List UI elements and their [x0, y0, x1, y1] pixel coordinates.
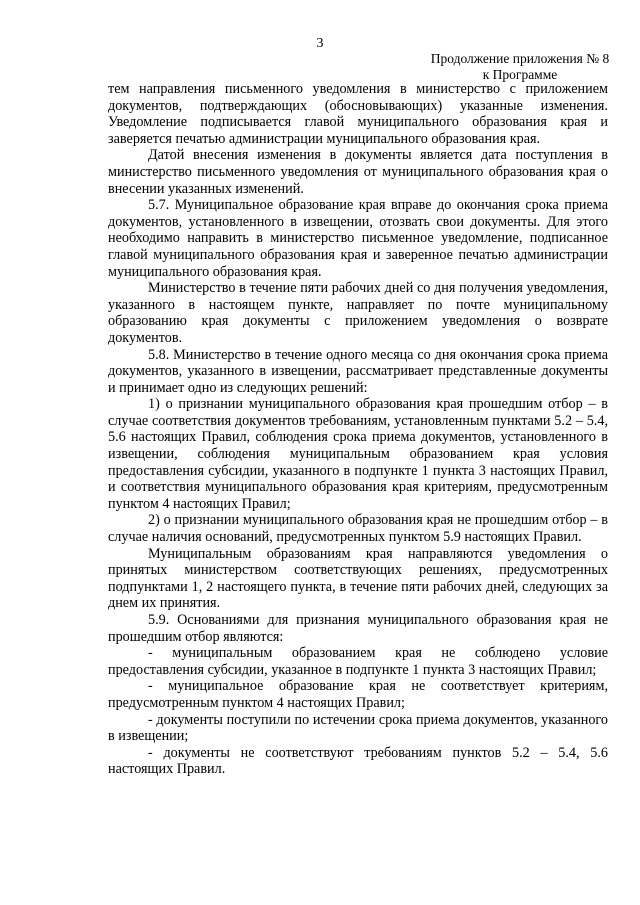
- paragraph-5-9-item-4: - документы не соответствуют требованиям пунктов 5.2 – 5.4, 5.6 настоящих Правил.: [108, 744, 608, 778]
- paragraph-5-9-item-2: - муниципальное образование края не соответствует критериям, предусмотренным пунктом 4 настоящих Правил;: [108, 678, 608, 711]
- appendix-title: Продолжение приложения № 8: [430, 51, 610, 66]
- paragraph-5-8-item-2: 2) о признании муниципального образования края не прошедшим отбор – в случае наличия оснований, предусмотренных пунктом 5.9 настоящих Правил.: [108, 512, 608, 546]
- document-body: [108, 81, 608, 778]
- paragraph-5-7-return: Министерство в течение пяти рабочих дней со дня получения уведомления, указанного в настоящем пункте, направляет по почте муниципальному образованию края документы с приложением уведомления о возврате документов.: [108, 280, 608, 346]
- paragraph-5-8: 5.8. Министерство в течение одного месяца со дня окончания срока приема документов, указанного в извещении, рассматривает представленные документы и принимает одно из следующих решений:: [108, 346, 608, 396]
- paragraph-continuation: тем направления письменного уведомления в министерство с приложением документов, подтверждающих (обосновывающих) указанные изменения. Уведомление подписывается главой муниципального образования края и заверяется печатью администрации муниципального образования края.: [108, 81, 608, 147]
- appendix-subtitle: к Программе: [482, 67, 558, 82]
- paragraph-5-9-item-1: - муниципальным образованием края не соблюдено условие предоставления субсидии, указанное в подпункте 1 пункта 3 настоящих Правил;: [108, 645, 608, 678]
- paragraph-change-date: Датой внесения изменения в документы является дата поступления в министерство письменного уведомления от муниципального образования края о внесении указанных изменений.: [108, 147, 608, 197]
- paragraph-5-9: 5.9. Основаниями для признания муниципального образования края не прошедшим отбор являются:: [108, 612, 608, 645]
- appendix-header: [420, 51, 620, 83]
- paragraph-5-9-item-3: - документы поступили по истечении срока приема документов, указанного в извещении;: [108, 711, 608, 745]
- page-number: 3: [316, 36, 324, 51]
- paragraph-5-8-item-1: 1) о признании муниципального образования края прошедшим отбор – в случае соответствия документов требованиям, установленным пунктами 5.2 – 5.4, 5.6 настоящих Правил, соблюдения срока приема документов, установленного в извещении, соблюдения муниципальным образованием края условия предоставления субсидии, указанного в подпункте 1 пункта 3 настоящих Правил, и соответствия муниципального образования края критериям, предусмотренным пунктом 4 настоящих Правил;: [108, 396, 608, 512]
- paragraph-5-8-notifications: Муниципальным образованиям края направляются уведомления о принятых министерством соответствующих решениях, предусмотренных подпунктами 1, 2 настоящего пункта, в течение пяти рабочих дней, следующих за днем их принятия.: [108, 545, 608, 612]
- paragraph-5-7: 5.7. Муниципальное образование края вправе до окончания срока приема документов, установленного в извещении, отозвать свои документы. Для этого необходимо направить в министерство письменное уведомление, подписанное главой муниципального образования края и заверенное печатью администрации муниципального образования края.: [108, 197, 608, 280]
